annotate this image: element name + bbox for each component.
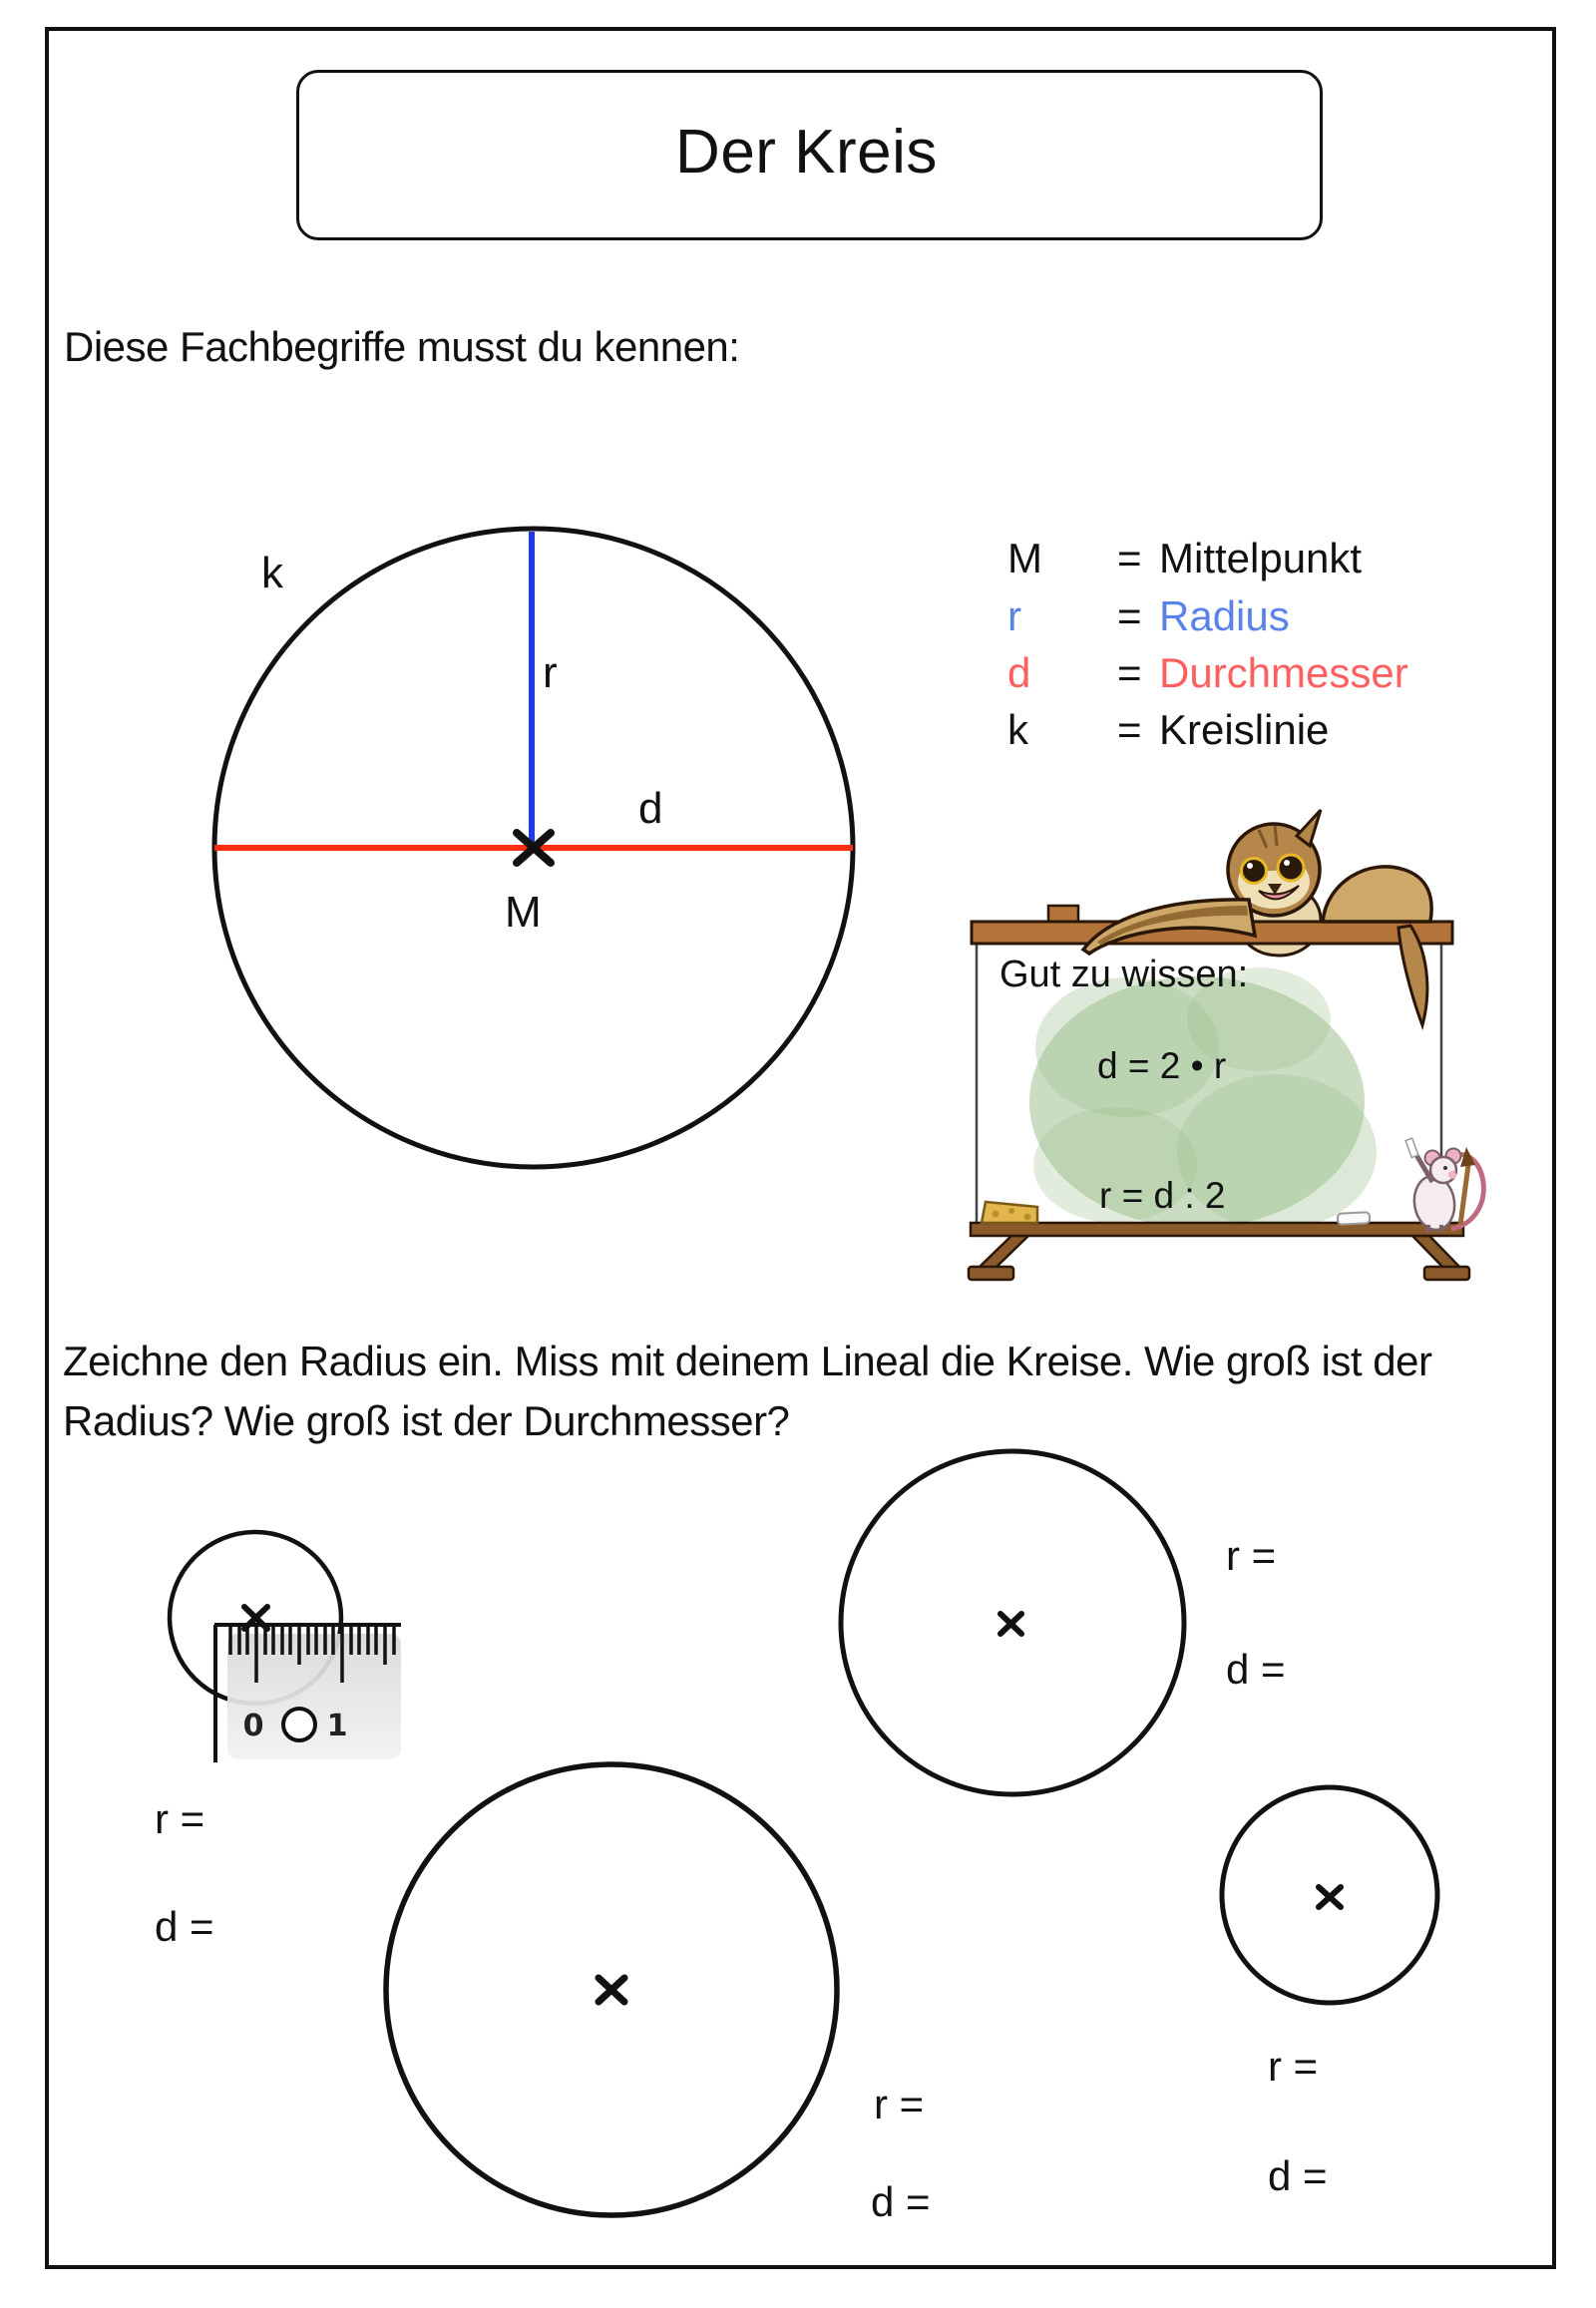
task-text-line2: Radius? Wie groß ist der Durchmesser? xyxy=(63,1397,790,1444)
legend-symbol: d xyxy=(1007,649,1031,696)
ruler-mark-0: 0 xyxy=(242,1709,264,1743)
legend-equals: = xyxy=(1117,649,1142,696)
label-mittelpunkt-m: M xyxy=(505,888,542,937)
legend-equals: = xyxy=(1117,535,1142,581)
legend-symbol: M xyxy=(1007,535,1042,581)
radius-answer-label-3: r = xyxy=(874,2081,925,2127)
legend-row-kreislinie xyxy=(1007,706,1329,754)
legend-term: Mittelpunkt xyxy=(1159,535,1363,581)
radius-answer-label-2: r = xyxy=(1226,1532,1277,1579)
page-title: Der Kreis xyxy=(675,118,938,187)
legend-term: Durchmesser xyxy=(1159,649,1408,696)
legend-row-durchmesser xyxy=(1007,649,1408,697)
diameter-answer-label-3: d = xyxy=(871,2178,931,2225)
legend-equals: = xyxy=(1117,592,1142,639)
board-formula-diameter: d = 2 • r xyxy=(1097,1045,1227,1086)
diameter-answer-label-4: d = xyxy=(1268,2152,1328,2199)
radius-answer-label-1: r = xyxy=(155,1795,205,1842)
intro-text: Diese Fachbegriffe musst du kennen: xyxy=(64,323,740,370)
radius-answer-label-4: r = xyxy=(1268,2043,1319,2090)
ruler-mark-1: 1 xyxy=(326,1709,348,1743)
legend-equals: = xyxy=(1117,706,1142,753)
legend-symbol: k xyxy=(1007,706,1028,753)
legend-row-radius xyxy=(1007,592,1290,640)
legend-term: Radius xyxy=(1159,592,1290,639)
board-heading: Gut zu wissen: xyxy=(999,954,1249,995)
label-radius-r: r xyxy=(543,648,558,697)
label-kreislinie-k: k xyxy=(261,549,283,597)
legend-term: Kreislinie xyxy=(1159,706,1330,753)
diameter-answer-label-1: d = xyxy=(155,1903,214,1950)
label-durchmesser-d: d xyxy=(638,784,663,833)
legend-row-mittelpunkt xyxy=(1007,535,1362,582)
task-text-line1: Zeichne den Radius ein. Miss mit deinem Lineal die Kreise. Wie groß ist der xyxy=(63,1338,1432,1384)
board-formula-radius: r = d : 2 xyxy=(1099,1175,1226,1216)
legend-symbol: r xyxy=(1007,592,1021,639)
diameter-answer-label-2: d = xyxy=(1226,1646,1286,1693)
